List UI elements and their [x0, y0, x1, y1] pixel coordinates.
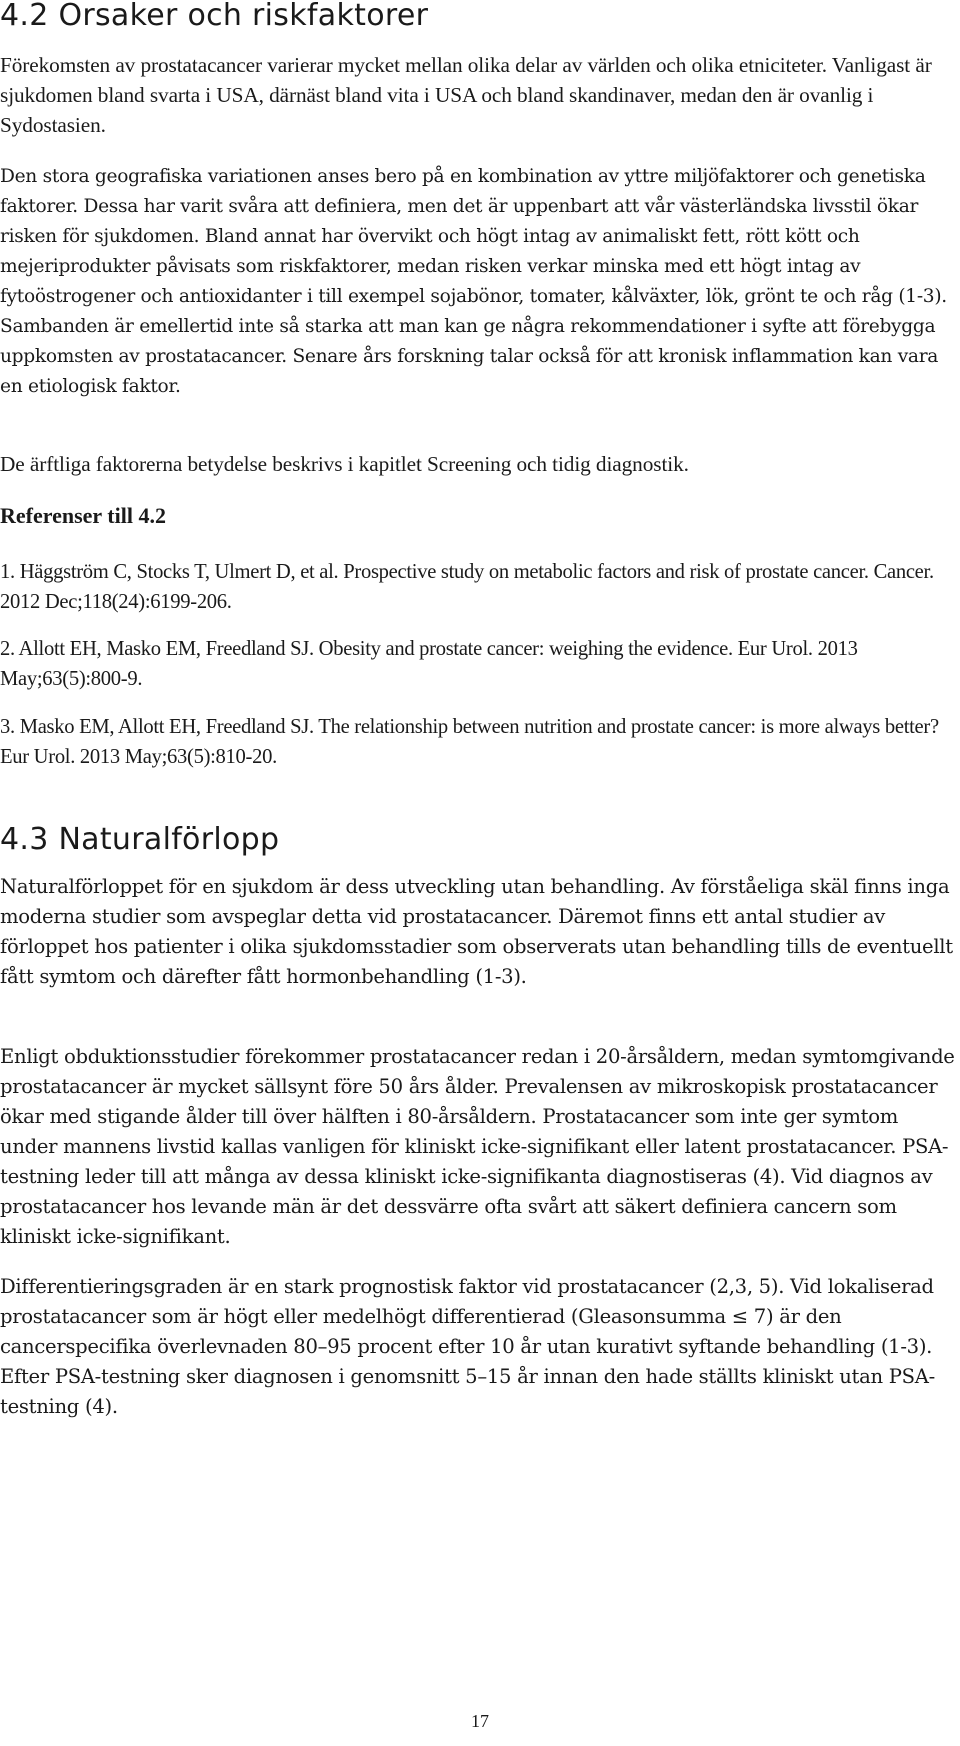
paragraph-autopsy-studies [0, 1042, 958, 1252]
paragraph-natural-course [0, 872, 958, 992]
page-number: 17 [471, 1711, 489, 1731]
paragraph-text: Enligt obduktionsstudier förekommer prostatacancer redan i 20-årsåldern, medan symtomgivande prostatacancer är mycket sällsynt före 50 års ålder. Prevalensen av mikroskopisk prostatacancer ökar med stigande ålder till över hälften i 80-årsåldern. Prostatacancer som inte ger symtom under mannens livstid kallas vanligen för kliniskt icke-signifikant eller latent prostatacancer. PSA-testning leder till att många av dessa kliniskt icke-signifikanta diagnostiseras (4). Vid diagnos av prostatacancer hos levande män är det dessvärre ofta svårt att säkert definiera cancern som kliniskt icke-signifikant. [0, 1045, 955, 1248]
reference-item: 2. Allott EH, Masko EM, Freedland SJ. Obesity and prostate cancer: weighing the evidence. Eur Urol. 2013 May;63(5):800-9. [0, 638, 858, 690]
paragraph-text: De ärftliga faktorerna betydelse beskrivs i kapitlet Screening och tidig diagnostik. [0, 452, 689, 476]
paragraph-text: Förekomsten av prostatacancer varierar mycket mellan olika delar av världen och olika etniciteter. Vanligast är sjukdomen bland svarta i USA, därnäst bland vita i USA och bland skandinaver, medan den är ovanlig i Sydostasien. [0, 53, 932, 137]
section-heading-4-2: 4.2 Orsaker och riskfaktorer [0, 0, 429, 33]
paragraph-differentiation [0, 1272, 958, 1422]
paragraph-text: Differentieringsgraden är en stark prognostisk faktor vid prostatacancer (2,3, 5). Vid lokaliserad prostatacancer som är högt eller medelhögt differentierad (Gleasonsumma ≤ 7) är den cancerspecifika överlevnaden 80–95 procent efter 10 år utan kurativt syftande behandling (1-3). Efter PSA-testning sker diagnosen i genomsnitt 5–15 år innan den hade ställts kliniskt utan PSA-testning (4). [0, 1275, 935, 1418]
reference-item: 3. Masko EM, Allott EH, Freedland SJ. The relationship between nutrition and prostate cancer: is more always better? Eur Urol. 2013 May;63(5):810-20. [0, 716, 939, 768]
paragraph-text: Den stora geografiska variationen anses bero på en kombination av yttre miljöfaktorer och genetiska faktorer. Dessa har varit svåra att definiera, men det är uppenbart att vår västerländska livsstil ökar risken för sjukdomen. Bland annat har övervikt och högt intag av animaliskt fett, rött kött och mejeriprodukter påvisats som riskfaktorer, medan risken verkar minska med ett högt intag av fytoöstrogener och antioxidanter i till exempel sojabönor, tomater, kålväxter, lök, grönt te och råg (1-3). Sambanden är emellertid inte så starka att man kan ge några rekommendationer i syfte att förebygga uppkomsten av prostatacancer. Senare års forskning talar också för att kronisk inflammation kan vara en etiologisk faktor. [0, 166, 947, 397]
reference-item: 1. Häggström C, Stocks T, Ulmert D, et al. Prospective study on metabolic factors and risk of prostate cancer. Cancer. 2012 Dec;118(24):6199-206. [0, 561, 934, 613]
paragraph-incidence [0, 50, 958, 140]
paragraph-hereditary [0, 449, 958, 479]
paragraph-text: Naturalförloppet för en sjukdom är dess utveckling utan behandling. Av förståeliga skäl finns inga moderna studier som avspeglar detta vid prostatacancer. Däremot finns ett antal studier av förloppet hos patienter i olika sjukdomsstadier som observerats utan behandling tills de eventuellt fått symtom och därefter fått hormonbehandling (1-3). [0, 875, 953, 988]
section-heading-4-3: 4.3 Naturalförlopp [0, 822, 280, 857]
references-heading: Referenser till 4.2 [0, 503, 166, 528]
paragraph-risk-factors [0, 162, 958, 402]
